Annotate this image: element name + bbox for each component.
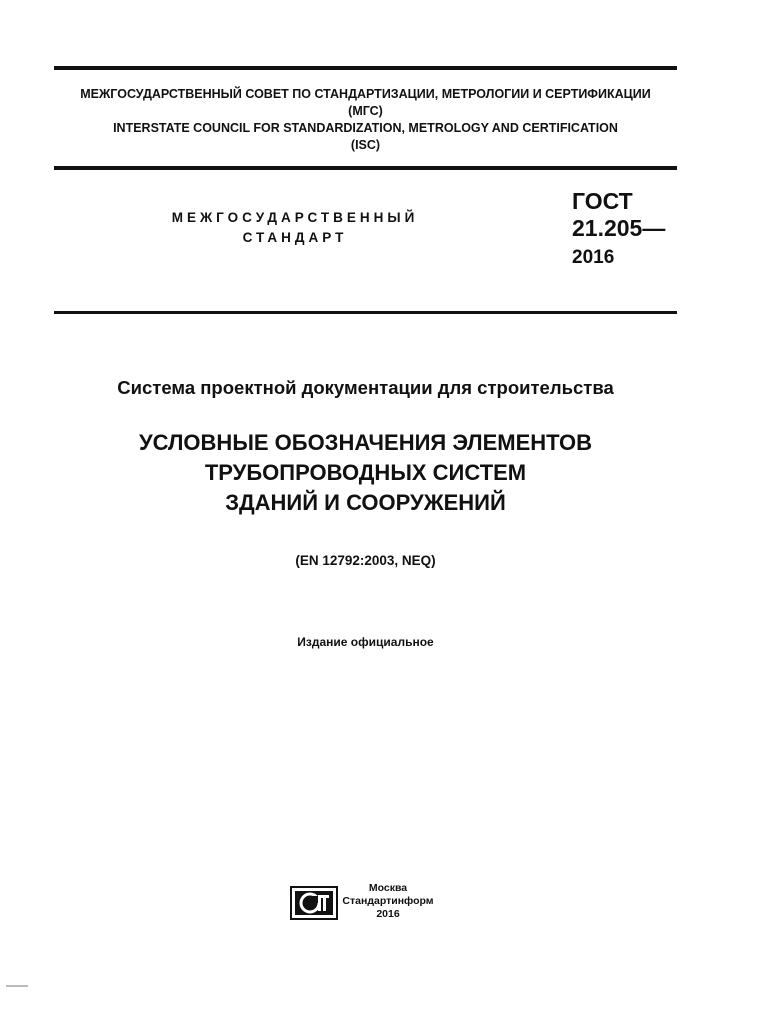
designation-rule — [54, 311, 677, 314]
gost-year: 2016 — [572, 247, 615, 268]
main-title-line2: ТРУБОПРОВОДНЫХ СИСТЕМ — [204, 460, 527, 485]
publisher-logo-icon — [290, 886, 338, 920]
header-bottom-rule — [54, 166, 677, 170]
imprint — [340, 882, 436, 921]
imprint-publisher: Стандартинформ — [342, 895, 434, 907]
gost-designation — [572, 188, 665, 270]
gost-abbr: ГОСТ — [572, 188, 633, 214]
top-rule — [54, 66, 677, 70]
standard-kind-line2: СТАНДАРТ — [242, 230, 348, 245]
council-name-en: INTERSTATE COUNCIL FOR STANDARDIZATION, METROLOGY AND CERTIFICATION — [113, 121, 618, 135]
imprint-city: Москва — [368, 882, 408, 894]
standard-reference: (EN 12792:2003, NEQ) — [295, 553, 436, 568]
council-name-ru: МЕЖГОСУДАРСТВЕННЫЙ СОВЕТ ПО СТАНДАРТИЗАЦИИ, МЕТРОЛОГИИ И СЕРТИФИКАЦИИ — [80, 87, 651, 101]
standard-kind-line1: МЕЖГОСУДАРСТВЕННЫЙ — [171, 210, 419, 225]
system-title: Система проектной документации для строительства — [117, 377, 614, 398]
main-title — [54, 428, 677, 518]
council-abbr-en: (ISC) — [350, 138, 381, 152]
council-header — [54, 86, 677, 154]
gost-number: 21.205— — [572, 215, 666, 241]
council-abbr-ru: (МГС) — [348, 104, 383, 118]
main-title-line3: ЗДАНИЙ И СООРУЖЕНИЙ — [225, 490, 506, 515]
edition-note: Издание официальное — [297, 635, 434, 649]
main-title-line1: УСЛОВНЫЕ ОБОЗНАЧЕНИЯ ЭЛЕМЕНТОВ — [138, 430, 593, 455]
standard-kind — [130, 208, 460, 248]
imprint-year: 2016 — [376, 908, 400, 920]
scan-mark — [6, 985, 28, 987]
